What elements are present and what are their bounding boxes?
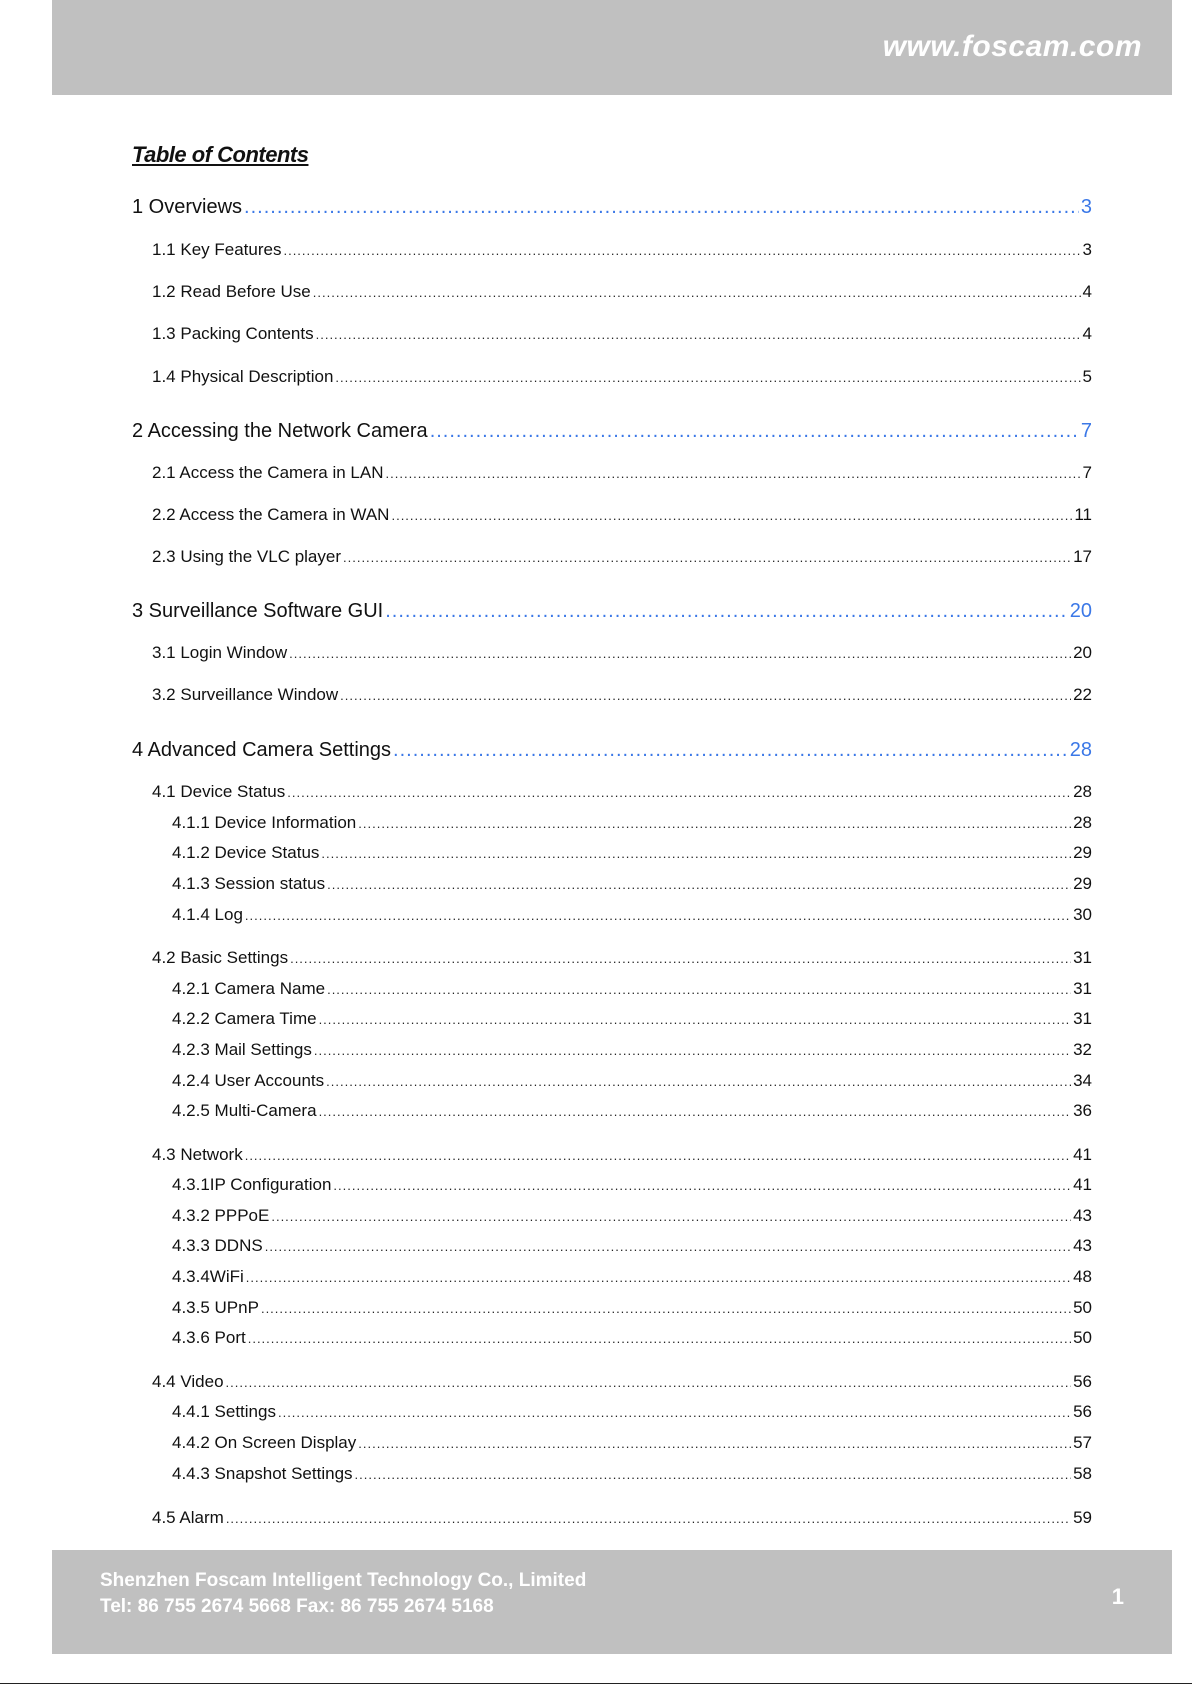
toc-entry-label: 4.3.5 UPnP	[172, 1298, 259, 1317]
toc-leader-dots	[287, 785, 1071, 800]
toc-entry[interactable]	[172, 1267, 1092, 1287]
toc-entry[interactable]	[172, 1009, 1092, 1029]
toc-entry[interactable]	[172, 905, 1092, 925]
toc-entry[interactable]	[172, 979, 1092, 999]
toc-entry-label: 3.1 Login Window	[152, 643, 288, 662]
toc-entry[interactable]	[152, 1508, 1092, 1528]
toc-entry[interactable]	[172, 1298, 1092, 1318]
toc-leader-dots	[283, 243, 1080, 258]
toc-entry-label: 4.4 Video	[152, 1372, 224, 1391]
toc-title: Table of Contents	[132, 142, 309, 167]
toc-leader-dots	[246, 1270, 1071, 1285]
toc-entry[interactable]	[152, 240, 1092, 260]
toc-entry[interactable]	[152, 547, 1092, 567]
toc-leader-dots	[289, 646, 1071, 661]
toc-entry[interactable]	[152, 463, 1092, 483]
toc-leader-dots	[226, 1511, 1071, 1526]
toc-entry-label: 4.2.4 User Accounts	[172, 1071, 325, 1090]
toc-entry[interactable]	[172, 1402, 1092, 1422]
toc-leader-dots	[340, 688, 1071, 703]
toc-leader-dots	[245, 908, 1071, 923]
toc-entry[interactable]	[172, 1464, 1092, 1484]
toc-leader-dots	[355, 1467, 1072, 1482]
toc-entry-page: 28	[1073, 813, 1092, 832]
toc-entry[interactable]	[172, 1071, 1092, 1091]
toc-entry[interactable]	[132, 739, 1092, 762]
toc-entry-page: 31	[1073, 948, 1092, 967]
toc-entry-label: 4.2 Basic Settings	[152, 948, 289, 967]
toc-entry-page: 28	[1069, 739, 1092, 761]
toc-entry-page: 29	[1073, 843, 1092, 862]
toc-entry-label: 4.3 Network	[152, 1145, 243, 1164]
toc-entry[interactable]	[172, 813, 1092, 833]
toc-leader-dots	[327, 982, 1071, 997]
toc-entry[interactable]	[172, 1175, 1092, 1195]
toc-leader-dots	[393, 739, 1068, 762]
toc-entry-page: 48	[1073, 1267, 1092, 1286]
toc-entry-page: 11	[1074, 505, 1092, 524]
toc-leader-dots	[358, 816, 1071, 831]
toc-entry-label: 2.2 Access the Camera in WAN	[152, 505, 390, 524]
toc-entry-page: 32	[1073, 1040, 1092, 1059]
toc-entry-page: 56	[1073, 1402, 1092, 1421]
toc-entry-label: 3.2 Surveillance Window	[152, 685, 339, 704]
toc-leader-dots	[321, 846, 1071, 861]
toc-entry[interactable]	[152, 643, 1092, 663]
toc-entry-page: 3	[1080, 196, 1092, 218]
toc-leader-dots	[290, 951, 1071, 966]
toc-leader-dots	[244, 196, 1079, 219]
toc-leader-dots	[313, 285, 1081, 300]
toc-leader-dots	[385, 600, 1068, 623]
toc-entry-label: 3 Surveillance Software GUI	[132, 600, 384, 622]
toc-entry-page: 20	[1073, 643, 1092, 662]
toc-entry[interactable]	[152, 324, 1092, 344]
toc-entry-page: 36	[1073, 1101, 1092, 1120]
toc-entry-page: 3	[1082, 240, 1092, 259]
toc-entry-page: 28	[1073, 782, 1092, 801]
toc-leader-dots	[335, 370, 1080, 385]
toc-entry-label: 2 Accessing the Network Camera	[132, 420, 428, 442]
toc-entry[interactable]	[152, 948, 1092, 968]
toc-entry-page: 59	[1073, 1508, 1092, 1527]
footer-company: Shenzhen Foscam Intelligent Technology Co., Limited	[100, 1570, 587, 1591]
toc-entry[interactable]	[152, 505, 1092, 525]
toc-entry-page: 7	[1082, 463, 1092, 482]
toc-entry-page: 43	[1073, 1206, 1092, 1225]
toc-entry-page: 31	[1073, 979, 1092, 998]
toc-entry[interactable]	[172, 1236, 1092, 1256]
footer-contact: Tel: 86 755 2674 5668 Fax: 86 755 2674 5168	[100, 1596, 494, 1617]
toc-entry[interactable]	[172, 1328, 1092, 1348]
toc-entry[interactable]	[132, 600, 1092, 623]
site-url: www.foscam.com	[882, 30, 1142, 63]
toc-leader-dots	[333, 1178, 1071, 1193]
toc-entry-page: 58	[1073, 1464, 1092, 1483]
toc-entry-label: 2.3 Using the VLC player	[152, 547, 341, 566]
toc-entry-label: 4.1.1 Device Information	[172, 813, 357, 832]
toc-leader-dots	[314, 1043, 1071, 1058]
toc-leader-dots	[343, 550, 1071, 565]
toc-entry-page: 31	[1073, 1009, 1092, 1028]
toc-leader-dots	[245, 1148, 1071, 1163]
toc-entry-page: 7	[1080, 420, 1092, 442]
toc-leader-dots	[391, 508, 1072, 523]
toc-entry[interactable]	[152, 367, 1092, 387]
toc-leader-dots	[386, 466, 1081, 481]
toc-entry-label: 1 Overviews	[132, 196, 243, 218]
toc-entry-label: 4.3.1IP Configuration	[172, 1175, 332, 1194]
toc-entry[interactable]	[152, 1145, 1092, 1165]
toc-entry[interactable]	[172, 843, 1092, 863]
toc-entry-page: 41	[1073, 1175, 1092, 1194]
toc-entry[interactable]	[172, 1101, 1092, 1121]
toc-entry-page: 20	[1069, 600, 1092, 622]
toc-entry-label: 4.4.2 On Screen Display	[172, 1433, 357, 1452]
toc-entry-label: 4.4.3 Snapshot Settings	[172, 1464, 353, 1483]
toc-entry-label: 4 Advanced Camera Settings	[132, 739, 392, 761]
toc-entry-page: 57	[1073, 1433, 1092, 1452]
toc-entry-page: 50	[1073, 1328, 1092, 1347]
toc-entry-page: 41	[1073, 1145, 1092, 1164]
toc-entry-label: 1.2 Read Before Use	[152, 282, 311, 301]
toc-entry-label: 4.2.1 Camera Name	[172, 979, 326, 998]
toc-entry-label: 4.5 Alarm	[152, 1508, 224, 1527]
toc-leader-dots	[261, 1301, 1071, 1316]
toc-leader-dots	[358, 1436, 1071, 1451]
toc-entry-page: 43	[1073, 1236, 1092, 1255]
toc-entry-page: 5	[1082, 367, 1092, 386]
toc-entry-page: 30	[1073, 905, 1092, 924]
toc-entry[interactable]	[172, 1040, 1092, 1060]
toc-entry-label: 4.3.2 PPPoE	[172, 1206, 270, 1225]
footer-band	[52, 1550, 1172, 1654]
toc-entry-label: 4.2.3 Mail Settings	[172, 1040, 312, 1059]
toc-entry-page: 17	[1073, 547, 1092, 566]
toc-entry-page: 4	[1082, 282, 1092, 301]
toc-leader-dots	[316, 327, 1081, 342]
toc-leader-dots	[319, 1104, 1072, 1119]
toc-entry-label: 4.1 Device Status	[152, 782, 286, 801]
toc-entry[interactable]	[172, 874, 1092, 894]
footer-page-number: 1	[1111, 1584, 1124, 1609]
toc-entry-label: 1.1 Key Features	[152, 240, 282, 259]
toc-entry-label: 4.3.6 Port	[172, 1328, 246, 1347]
toc-entry-page: 4	[1082, 324, 1092, 343]
toc-leader-dots	[271, 1209, 1071, 1224]
bottom-rule	[0, 1683, 1192, 1684]
toc-leader-dots	[248, 1331, 1071, 1346]
toc-leader-dots	[327, 877, 1071, 892]
toc-entry-page: 29	[1073, 874, 1092, 893]
header-band	[52, 0, 1172, 95]
toc-entry-label: 4.1.2 Device Status	[172, 843, 320, 862]
toc-entry-label: 1.4 Physical Description	[152, 367, 334, 386]
toc-entry[interactable]	[152, 1372, 1092, 1392]
toc-entry-page: 34	[1073, 1071, 1092, 1090]
toc-entry-label: 4.3.3 DDNS	[172, 1236, 263, 1255]
toc-entry-label: 4.4.1 Settings	[172, 1402, 276, 1421]
toc-entry[interactable]	[172, 1206, 1092, 1226]
toc-entry-label: 4.1.4 Log	[172, 905, 243, 924]
toc-leader-dots	[319, 1012, 1072, 1027]
toc-leader-dots	[430, 420, 1079, 443]
toc-entry-label: 2.1 Access the Camera in LAN	[152, 463, 384, 482]
toc-entry[interactable]	[152, 282, 1092, 302]
toc-leader-dots	[278, 1405, 1071, 1420]
toc-entry-label: 4.2.2 Camera Time	[172, 1009, 317, 1028]
toc-entry-label: 4.2.5 Multi-Camera	[172, 1101, 317, 1120]
toc-entry[interactable]	[152, 685, 1092, 705]
toc-entry-label: 4.1.3 Session status	[172, 874, 326, 893]
toc-entry-page: 56	[1073, 1372, 1092, 1391]
toc-leader-dots	[265, 1239, 1071, 1254]
toc-entry-page: 50	[1073, 1298, 1092, 1317]
toc-leader-dots	[226, 1375, 1072, 1390]
toc-entry-page: 22	[1073, 685, 1092, 704]
toc-entry[interactable]	[152, 782, 1092, 802]
toc-entry[interactable]	[132, 420, 1092, 443]
toc-entry-label: 4.3.4WiFi	[172, 1267, 244, 1286]
toc-entry-label: 1.3 Packing Contents	[152, 324, 314, 343]
toc-entry[interactable]	[132, 196, 1092, 219]
toc-leader-dots	[326, 1074, 1071, 1089]
toc-entry[interactable]	[172, 1433, 1092, 1453]
